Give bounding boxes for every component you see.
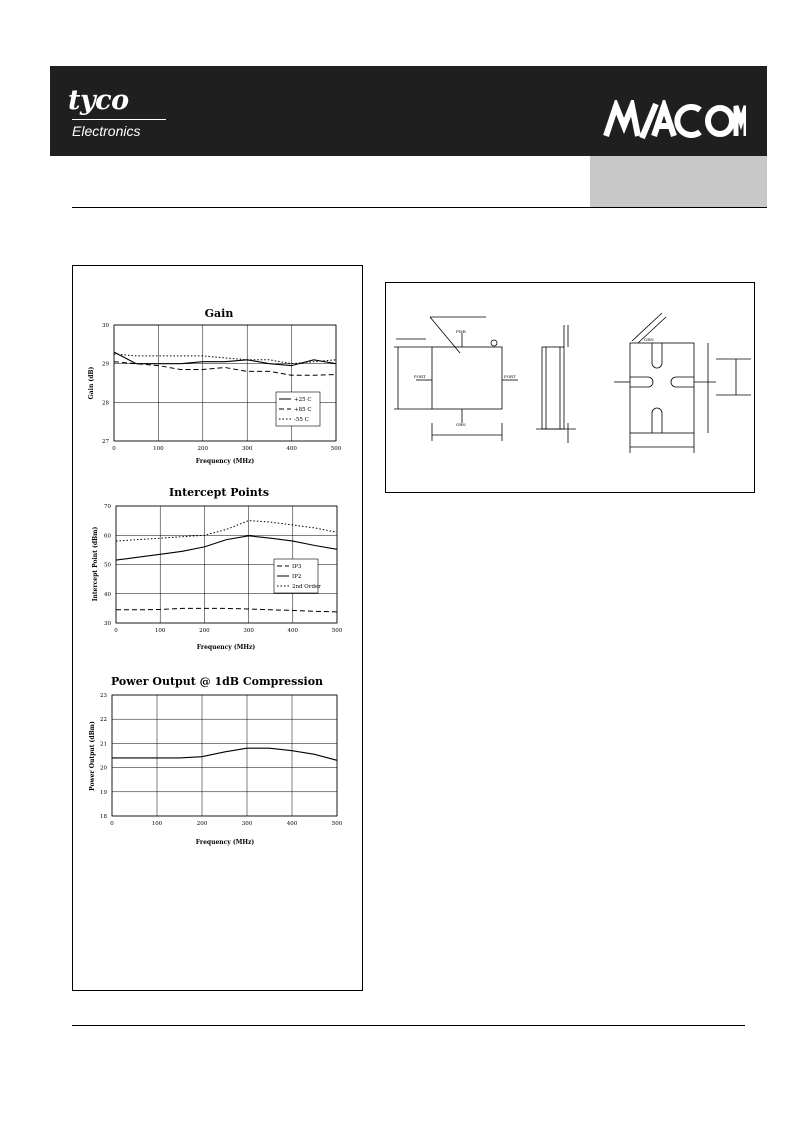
power-output-x-axis-label: Frequency (MHz) — [195, 839, 255, 846]
gain-y-tick-labels — [102, 323, 109, 445]
charts-canvas — [73, 266, 364, 992]
power-output-x-tick-label: 200 — [196, 821, 208, 827]
power-output-chart — [89, 675, 343, 846]
charts-panel — [72, 265, 363, 991]
power-output-y-tick-label: 22 — [100, 717, 107, 724]
outline-label-port-left: PORT — [414, 374, 426, 379]
gain-x-tick-label: 0 — [112, 446, 116, 452]
tyco-logo-word: tyco — [68, 85, 129, 116]
intercept-x-tick-label: 100 — [154, 628, 166, 634]
power-output-y-tick-label: 21 — [100, 741, 107, 748]
intercept-y-tick-label: 70 — [104, 504, 111, 510]
power-output-chart-title: Power Output @ 1dB Compression — [110, 675, 324, 688]
gain-x-tick-label: 300 — [241, 446, 253, 452]
outline-drawing — [386, 283, 756, 494]
gain-legend-label: +85 C — [294, 407, 312, 413]
power-output-y-tick-label: 20 — [100, 765, 107, 772]
intercept-y-tick-label: 30 — [104, 621, 111, 627]
intercept-legend — [274, 559, 321, 593]
power-output-y-tick-label: 19 — [100, 789, 107, 796]
intercept-chart-title: Intercept Points — [168, 486, 270, 499]
power-output-x-tick-label: 0 — [110, 821, 114, 827]
power-output-y-tick-labels — [100, 693, 107, 820]
footer-divider — [72, 1025, 745, 1026]
gain-x-axis-label: Frequency (MHz) — [195, 458, 255, 465]
intercept-y-tick-label: 50 — [104, 562, 111, 569]
intercept-y-tick-label: 40 — [104, 591, 111, 598]
gain-x-tick-labels — [112, 446, 341, 452]
gain-y-axis-label: Gain (dB) — [88, 366, 95, 400]
power-output-y-axis-label: Power Output (dBm) — [89, 721, 96, 791]
side-view-body — [542, 347, 564, 429]
intercept-x-axis-label: Frequency (MHz) — [196, 644, 256, 651]
header-divider — [72, 207, 767, 208]
power-output-x-tick-label: 300 — [241, 821, 253, 827]
intercept-x-tick-label: 0 — [114, 628, 118, 634]
outline-label-grn-bottom: GRN — [456, 422, 466, 427]
gain-legend-label: -55 C — [294, 417, 309, 423]
power-output-x-tick-label: 500 — [331, 821, 343, 827]
power-output-y-tick-label: 18 — [100, 814, 107, 820]
tyco-logo-sub: Electronics — [72, 123, 141, 139]
intercept-x-tick-label: 400 — [287, 628, 299, 634]
intercept-legend-label: IP3 — [292, 564, 302, 570]
header-grey-tab — [590, 156, 767, 208]
power-output-y-tick-label: 23 — [100, 693, 107, 699]
gain-y-tick-label: 27 — [102, 439, 109, 445]
intercept-y-tick-labels — [104, 504, 111, 627]
outline-drawing-panel — [385, 282, 755, 493]
tyco-logo-rule — [72, 119, 166, 120]
gain-x-tick-label: 200 — [197, 446, 209, 452]
gain-y-tick-label: 29 — [102, 361, 109, 368]
power-output-x-tick-labels — [110, 821, 342, 827]
gain-x-tick-label: 500 — [330, 446, 342, 452]
intercept-x-tick-labels — [114, 628, 342, 634]
power-output-x-tick-label: 100 — [151, 821, 163, 827]
gain-y-tick-label: 30 — [102, 323, 109, 329]
gain-x-tick-label: 100 — [153, 446, 164, 452]
outline-label-port-right: PORT — [504, 374, 516, 379]
power-output-x-tick-label: 400 — [286, 821, 298, 827]
gain-chart — [88, 307, 342, 465]
intercept-y-tick-label: 60 — [104, 533, 111, 540]
outline-label-grn-bottom-view: GRN — [644, 337, 654, 342]
gain-y-tick-label: 28 — [102, 400, 109, 407]
intercept-y-axis-label: Intercept Point (dBm) — [92, 526, 99, 602]
intercept-chart — [92, 486, 343, 651]
intercept-x-tick-label: 200 — [199, 628, 210, 634]
outline-label-pwr: PWR — [456, 329, 466, 334]
gain-x-tick-label: 400 — [286, 446, 297, 452]
intercept-x-tick-label: 300 — [243, 628, 254, 634]
top-view-body — [432, 347, 502, 409]
intercept-x-tick-label: 500 — [331, 628, 343, 634]
macom-logo — [602, 100, 746, 140]
intercept-legend-label: 2nd Order — [292, 584, 321, 590]
power-output-plot-area — [112, 695, 337, 816]
gain-legend — [276, 392, 320, 426]
gain-legend-label: +25 C — [294, 397, 312, 403]
intercept-legend-label: IP2 — [292, 574, 302, 580]
gain-chart-title: Gain — [204, 307, 234, 320]
